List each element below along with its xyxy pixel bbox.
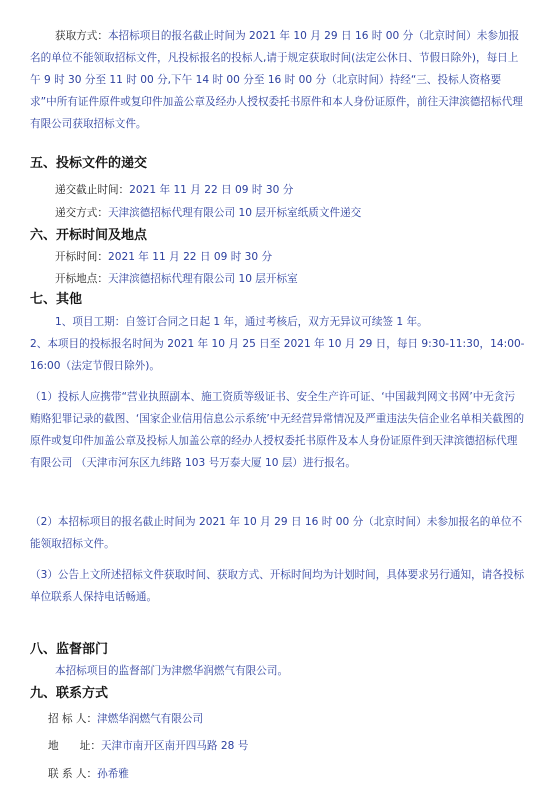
contact-label: 联 系 人：	[48, 768, 98, 780]
submit-method-value: 天津滨德招标代理有限公司 10 层开标室纸质文件递交	[107, 207, 362, 219]
section9-title: 九、联系方式	[30, 686, 109, 701]
tenderer-row	[48, 710, 203, 728]
contact-value: 孙希雅	[97, 768, 129, 780]
acquire-label: 获取方式：	[55, 30, 108, 42]
open-place-value: 天津滨德招标代理有限公司 10 层开标室	[107, 273, 298, 285]
address-label: 地 址：	[48, 740, 101, 752]
other-item-5: （3）公告上文所述招标文件获取时间、获取方式、开标时间均为计划时间，具体要求另行通知，请各投标单位联系人保持电话畅通。	[30, 569, 525, 603]
submit-deadline-row	[55, 181, 293, 199]
tenderer-value: 津燃华润燃气有限公司	[97, 713, 204, 725]
open-place-row	[55, 270, 298, 288]
open-time-label: 开标时间：	[55, 251, 108, 263]
open-time-value: 2021 年 11 月 22 日 09 时 30 分	[107, 251, 273, 263]
other-item-2: 2、本项目的投标报名时间为 2021 年 10 月 25 日至 2021 年 10 月 29 日，每日 9:30-11:30，14:00-16:00（法定节假日除外)。	[30, 338, 525, 372]
submit-method-row	[55, 204, 361, 222]
acquire-text: 本招标项目的报名截止时间为 2021 年 10 月 29 日 16 时 00 分（北京时间）未参加报名的单位不能领取招标文件，凡投标报名的投标人,请于规定获取时间(法定公休日、节假日除外)，每日上午 9 时 30 分至 11 时 00 分,下午 14 时 00 分至 16 时 00 分（北京时间）持经“三、投标人资格要求”中所有证件原件或复印件加盖公章及经办人授权委托书原件和本人身份证原件，前往天津滨德招标代理有限公司获取招标文件。	[30, 30, 523, 130]
submit-deadline-label: 递交截止时间：	[55, 184, 130, 196]
section7-title: 七、其他	[30, 292, 83, 307]
other-item-3: （1）投标人应携带“营业执照副本、施工资质等级证书、安全生产许可证、‘中国裁判网文书网’中无贪污贿赂犯罪记录的截图、‘国家企业信用信息公示系统’中无经营异常情况及严重违法失信企业名单相关截图的原件或复印件加盖公章及投标人加盖公章的经办人授权委托书原件及本人身份证原件到天津滨德招标代理有限公司 （天津市河东区九纬路 103 号万泰大厦 10 层）进行报名。	[30, 391, 525, 469]
address-row	[48, 737, 248, 755]
section6-title: 六、开标时间及地点	[30, 228, 148, 243]
submit-deadline-value: 2021 年 11 月 22 日 09 时 30 分	[129, 184, 294, 196]
open-time-row	[55, 248, 272, 266]
submit-method-label: 递交方式：	[55, 207, 108, 219]
other-item-4: （2）本招标项目的报名截止时间为 2021 年 10 月 29 日 16 时 00 分（北京时间）未参加报名的单位不能领取招标文件。	[30, 516, 523, 550]
section8-title: 八、监督部门	[30, 642, 109, 657]
other-item-1: 1、项目工期：自签订合同之日起 1 年，通过考核后，双方无异议可续签 1 年。	[55, 316, 428, 328]
tenderer-label: 招 标 人：	[48, 713, 98, 725]
contact-row	[48, 765, 129, 783]
acquire-paragraph	[30, 25, 525, 135]
open-place-label: 开标地点：	[55, 273, 108, 285]
address-value: 天津市南开区南开四马路 28 号	[100, 740, 249, 752]
section5-title: 五、投标文件的递交	[30, 156, 148, 171]
supervision-text: 本招标项目的监督部门为津燃华润燃气有限公司。	[55, 665, 289, 677]
